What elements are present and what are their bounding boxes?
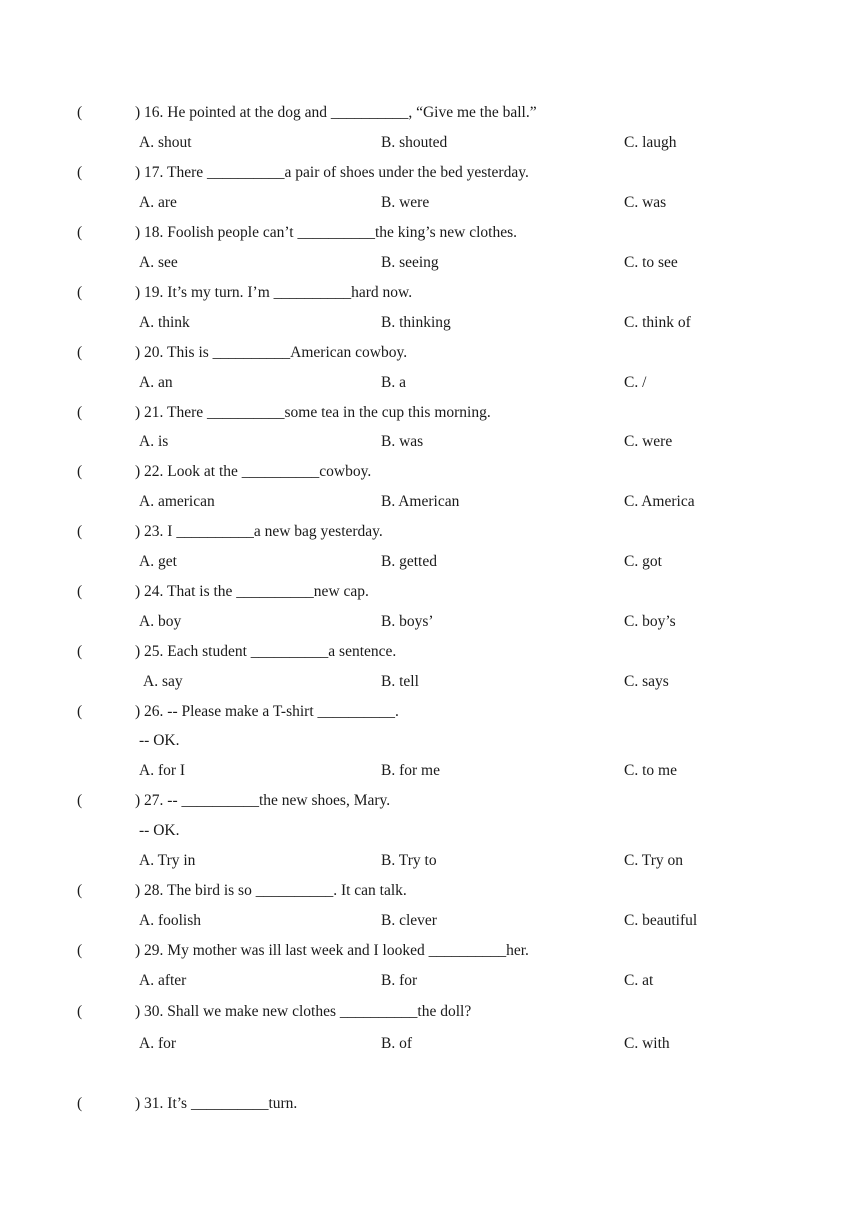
options-23 (0, 551, 860, 573)
question-19 (0, 282, 860, 304)
option-a: A. an (139, 374, 173, 391)
question-31 (0, 1093, 860, 1115)
question-stem: ) 19. It’s my turn. I’m __________hard now. (135, 284, 413, 301)
option-a: A. say (143, 673, 183, 690)
option-b: B. thinking (381, 314, 451, 331)
question-23 (0, 521, 860, 543)
option-b: B. getted (381, 553, 437, 570)
option-c: C. to me (624, 762, 677, 779)
question-18 (0, 222, 860, 244)
question-16 (0, 102, 860, 124)
answer-paren: ( (77, 284, 83, 301)
question-30 (0, 1001, 860, 1023)
question-27 (0, 790, 860, 812)
answer-paren: ( (77, 523, 83, 540)
options-17 (0, 192, 860, 214)
answer-paren: ( (77, 643, 83, 660)
question-stem: ) 26. -- Please make a T-shirt __________. (135, 703, 399, 720)
question-stem: ) 21. There __________some tea in the cup this morning. (135, 404, 491, 421)
option-a: A. is (139, 433, 169, 450)
question-24 (0, 581, 860, 603)
option-a: A. american (139, 493, 215, 510)
question-stem: ) 31. It’s __________turn. (135, 1095, 298, 1112)
option-a: A. foolish (139, 912, 201, 929)
option-b: B. shouted (381, 134, 448, 151)
option-b: B. for me (381, 762, 440, 779)
options-21 (0, 431, 860, 453)
option-c: C. boy’s (624, 613, 676, 630)
options-24 (0, 611, 860, 633)
option-c: C. beautiful (624, 912, 698, 929)
answer-paren: ( (77, 104, 83, 121)
question-25 (0, 641, 860, 663)
option-c: C. / (624, 374, 647, 391)
option-a: A. Try in (139, 852, 196, 869)
option-c: C. at (624, 972, 654, 989)
question-stem: ) 22. Look at the __________cowboy. (135, 463, 372, 480)
options-26 (0, 760, 860, 782)
option-c: C. got (624, 553, 662, 570)
answer-paren: ( (77, 344, 83, 361)
answer-paren: ( (77, 882, 83, 899)
answer-paren: ( (77, 1003, 83, 1020)
option-c: C. Try on (624, 852, 684, 869)
question-29 (0, 940, 860, 962)
option-b: B. for (381, 972, 418, 989)
question-stem: ) 29. My mother was ill last week and I looked __________her. (135, 942, 529, 959)
option-c: C. think of (624, 314, 691, 331)
option-c: C. says (624, 673, 669, 690)
question-stem: ) 27. -- __________the new shoes, Mary. (135, 792, 391, 809)
answer-paren: ( (77, 792, 83, 809)
dialogue-reply: -- OK. (139, 732, 180, 749)
options-30 (0, 1033, 860, 1055)
option-b: B. seeing (381, 254, 439, 271)
question-stem: ) 20. This is __________American cowboy. (135, 344, 408, 361)
option-b: B. Try to (381, 852, 437, 869)
option-a: A. boy (139, 613, 182, 630)
option-b: B. tell (381, 673, 419, 690)
options-22 (0, 491, 860, 513)
question-stem: ) 25. Each student __________a sentence. (135, 643, 397, 660)
answer-paren: ( (77, 463, 83, 480)
option-c: C. laugh (624, 134, 677, 151)
question-28 (0, 880, 860, 902)
option-c: C. to see (624, 254, 678, 271)
question-stem: ) 18. Foolish people can’t __________the king’s new clothes. (135, 224, 517, 241)
options-19 (0, 312, 860, 334)
option-c: C. were (624, 433, 673, 450)
question-stem: ) 24. That is the __________new cap. (135, 583, 369, 600)
option-a: A. see (139, 254, 178, 271)
options-29 (0, 970, 860, 992)
option-a: A. for I (139, 762, 186, 779)
question-17 (0, 162, 860, 184)
option-b: B. clever (381, 912, 437, 929)
option-b: B. a (381, 374, 406, 391)
question-stem: ) 23. I __________a new bag yesterday. (135, 523, 383, 540)
question-21 (0, 402, 860, 424)
answer-paren: ( (77, 583, 83, 600)
option-a: A. after (139, 972, 187, 989)
option-c: C. America (624, 493, 695, 510)
options-20 (0, 372, 860, 394)
option-b: B. was (381, 433, 424, 450)
answer-paren: ( (77, 404, 83, 421)
option-b: B. boys’ (381, 613, 434, 630)
question-stem: ) 17. There __________a pair of shoes under the bed yesterday. (135, 164, 529, 181)
options-27 (0, 850, 860, 872)
options-18 (0, 252, 860, 274)
question-stem: ) 30. Shall we make new clothes __________the doll? (135, 1003, 472, 1020)
question-26 (0, 701, 860, 723)
question-20 (0, 342, 860, 364)
option-a: A. shout (139, 134, 192, 151)
reply-27 (0, 820, 860, 842)
answer-paren: ( (77, 1095, 83, 1112)
options-16 (0, 132, 860, 154)
option-a: A. are (139, 194, 177, 211)
option-a: A. for (139, 1035, 177, 1052)
dialogue-reply: -- OK. (139, 822, 180, 839)
reply-26 (0, 730, 860, 752)
options-25 (0, 671, 860, 693)
option-b: B. of (381, 1035, 412, 1052)
option-a: A. think (139, 314, 190, 331)
question-stem: ) 28. The bird is so __________. It can talk. (135, 882, 407, 899)
question-stem: ) 16. He pointed at the dog and __________, “Give me the ball.” (135, 104, 537, 121)
answer-paren: ( (77, 942, 83, 959)
option-a: A. get (139, 553, 177, 570)
option-b: B. were (381, 194, 430, 211)
option-b: B. American (381, 493, 460, 510)
question-22 (0, 461, 860, 483)
answer-paren: ( (77, 703, 83, 720)
answer-paren: ( (77, 224, 83, 241)
answer-paren: ( (77, 164, 83, 181)
options-28 (0, 910, 860, 932)
option-c: C. was (624, 194, 667, 211)
option-c: C. with (624, 1035, 670, 1052)
